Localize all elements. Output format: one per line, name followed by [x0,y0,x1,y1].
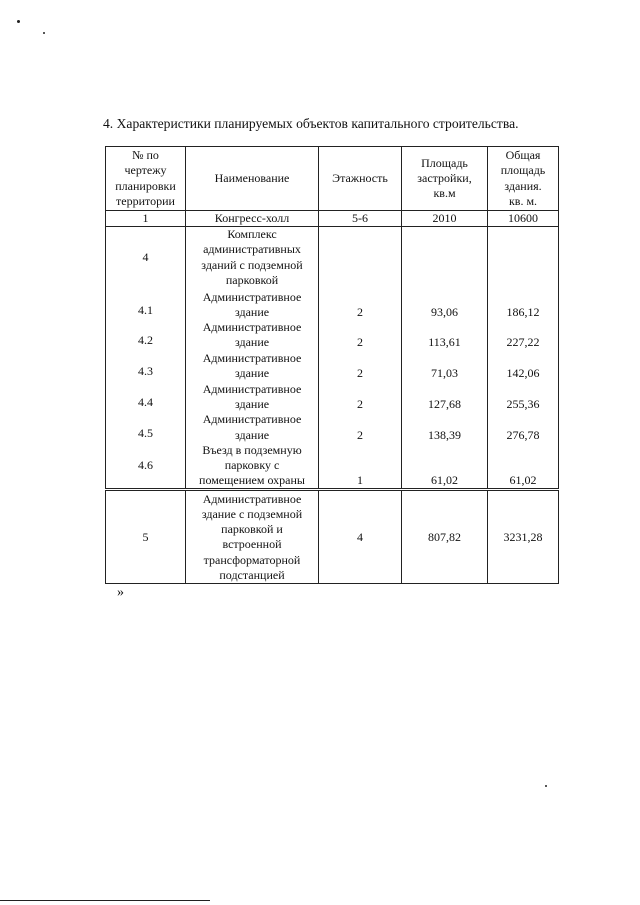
cell-number: 4.5 [106,412,186,442]
table-row [106,443,559,490]
cell-floors: 2 [319,288,402,320]
table-header-row [106,147,559,211]
cell-total-area: 142,06 [488,350,559,381]
cell-floors: 2 [319,381,402,412]
cell-total-area: 255,36 [488,381,559,412]
table-row [106,227,559,288]
table-row [106,490,559,584]
cell-floors: 5-6 [319,211,402,227]
cell-total-area: 186,12 [488,288,559,320]
header-floors: Этажность [319,147,402,211]
table-row [106,350,559,381]
cell-built-area [402,227,488,288]
cell-built-area: 807,82 [402,490,488,584]
cell-floors [319,227,402,288]
planned-objects-table [105,146,559,584]
scan-speck [17,20,20,23]
cell-built-area: 93,06 [402,288,488,320]
cell-name: Административное здание [186,288,319,320]
cell-name: Административное здание [186,350,319,381]
cell-name: Комплекс административных зданий с подземной парковкой [186,227,319,288]
table-row [106,288,559,320]
cell-name: Административное здание [186,381,319,412]
header-total-area: Общая площадь здания. кв. м. [488,147,559,211]
cell-name: Административное здание с подземной парковкой и встроенной трансформаторной подстанцией [186,490,319,584]
cell-total-area: 10600 [488,211,559,227]
footnote-rule [0,900,210,901]
header-number: № по чертежу планировки территории [106,147,186,211]
cell-total-area: 3231,28 [488,490,559,584]
closing-quote-mark: » [117,585,124,600]
cell-number: 5 [106,490,186,584]
cell-name: Административное здание [186,412,319,442]
table-row [106,211,559,227]
cell-name: Конгресс-холл [186,211,319,227]
scan-speck [43,32,45,34]
cell-built-area: 2010 [402,211,488,227]
cell-floors: 2 [319,350,402,381]
cell-number: 1 [106,211,186,227]
cell-built-area: 127,68 [402,381,488,412]
table-row [106,320,559,350]
cell-number: 4.4 [106,381,186,412]
section-heading: 4. Характеристики планируемых объектов капитального строительства. [103,116,519,131]
cell-floors: 4 [319,490,402,584]
header-built-area: Площадь застройки, кв.м [402,147,488,211]
cell-number: 4 [106,227,186,288]
cell-total-area: 276,78 [488,412,559,442]
cell-built-area: 113,61 [402,320,488,350]
table-row [106,381,559,412]
header-name: Наименование [186,147,319,211]
scan-speck [545,785,547,787]
cell-name: Въезд в подземную парковку с помещением охраны [186,443,319,490]
cell-number: 4.6 [106,443,186,490]
cell-number: 4.2 [106,320,186,350]
cell-total-area: 227,22 [488,320,559,350]
cell-built-area: 61,02 [402,443,488,490]
cell-number: 4.1 [106,288,186,320]
table-row [106,412,559,442]
cell-total-area [488,227,559,288]
cell-floors: 2 [319,320,402,350]
cell-number: 4.3 [106,350,186,381]
cell-built-area: 138,39 [402,412,488,442]
cell-total-area: 61,02 [488,443,559,490]
cell-built-area: 71,03 [402,350,488,381]
cell-floors: 1 [319,443,402,490]
cell-name: Административное здание [186,320,319,350]
cell-floors: 2 [319,412,402,442]
